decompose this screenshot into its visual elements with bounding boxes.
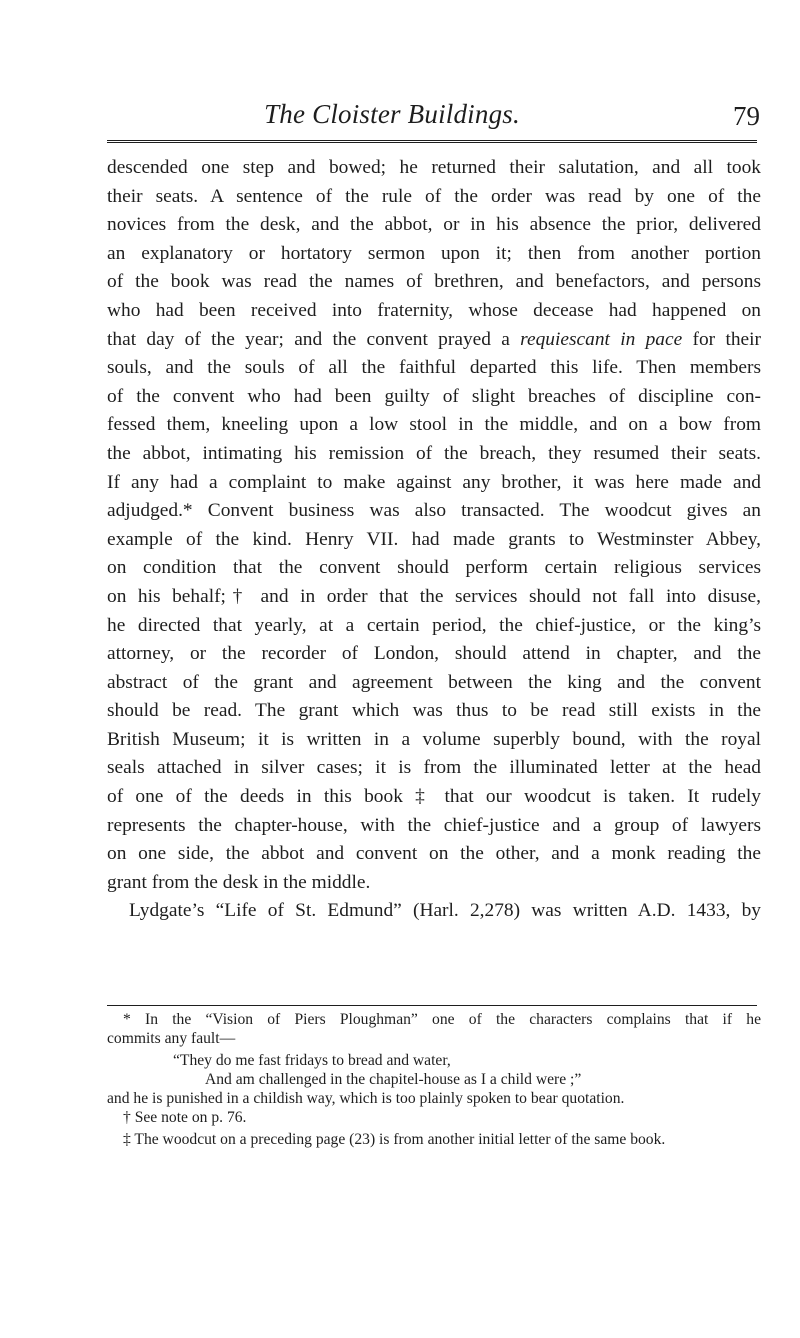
body-line: British Museum; it is written in a volume superbly bound, with the royal (107, 728, 761, 750)
body-line: abstract of the grant and agreement between the king and the convent (107, 671, 761, 693)
body-line: the abbot, intimating his remission of the breach, they resumed their seats. (107, 442, 761, 464)
footnote-line: † See note on p. 76. (123, 1109, 247, 1126)
body-line: adjudged.* Convent business was also transacted. The woodcut gives an (107, 500, 761, 522)
footnote-line: ‡ The woodcut on a preceding page (23) is from another initial letter of the same book. (123, 1131, 666, 1148)
body-line: If any had a complaint to make against any brother, it was here made and (107, 471, 761, 493)
body-line: grant from the desk in the middle. (107, 871, 371, 893)
body-line-end: for their (682, 328, 761, 350)
body-line: their seats. A sentence of the rule of the order was read by one of the (107, 185, 761, 207)
body-line: souls, and the souls of all the faithful departed this life. Then members (107, 357, 761, 379)
body-line: fessed them, kneeling upon a low stool in the middle, and on a bow from (107, 414, 761, 436)
body-line: novices from the desk, and the abbot, or in his absence the prior, delivered (107, 214, 761, 236)
page-number: 79 (733, 101, 760, 131)
body-line-start: that day of the year; and the convent prayed a (107, 328, 510, 350)
body-line: on condition that the convent should perform certain religious services (107, 557, 761, 579)
body-line: seals attached in silver cases; it is from the illuminated letter at the head (107, 757, 761, 779)
body-line: of one of the deeds in this book ‡ that our woodcut is taken. It rudely (107, 786, 761, 808)
body-line: on one side, the abbot and convent on the other, and a monk reading the (107, 843, 761, 865)
body-line: example of the kind. Henry VII. had made grants to Westminster Abbey, (107, 528, 761, 550)
footnote-line: * In the “Vision of Piers Ploughman” one of the characters complains that if he (123, 1011, 761, 1028)
body-line: Lydgate’s “Life of St. Edmund” (Harl. 2,278) was written A.D. 1433, by (129, 900, 761, 922)
body-line: he directed that yearly, at a certain period, the chief-justice, or the king’s (107, 614, 761, 636)
body-line: represents the chapter-house, with the chief-justice and a group of lawyers (107, 814, 761, 836)
footnote-quote-line: “They do me fast fridays to bread and water, (173, 1052, 451, 1069)
body-line: who had been received into fraternity, whose decease had happened on (107, 299, 761, 321)
body-line: should be read. The grant which was thus to be read still exists in the (107, 700, 761, 722)
page-header (0, 96, 800, 136)
body-line: an explanatory or hortatory sermon upon it; then from another portion (107, 242, 761, 264)
body-line-requiescant (107, 326, 761, 355)
body-line: of the book was read the names of brethren, and benefactors, and persons (107, 271, 761, 293)
body-line: descended one step and bowed; he returned their salutation, and all took (107, 157, 761, 178)
footnote-quote-line: And am challenged in the chapitel-house as I a child were ;” (205, 1071, 582, 1088)
requiescant-phrase: requiescant in pace (520, 328, 683, 350)
body-line: on his behalf;† and in order that the services should not fall into disuse, (107, 585, 761, 607)
footnote-rule (107, 1005, 757, 1006)
footnote-line: and he is punished in a childish way, which is too plainly spoken to bear quotation. (107, 1090, 625, 1107)
running-title: The Cloister Buildings. (264, 99, 520, 129)
footnotes (107, 1010, 761, 1149)
body-text (107, 154, 761, 926)
body-line: attorney, or the recorder of London, should attend in chapter, and the (107, 643, 761, 665)
footnote-line: commits any fault— (107, 1030, 236, 1047)
body-line: of the convent who had been guilty of slight breaches of discipline con- (107, 385, 761, 407)
header-rule (107, 140, 757, 143)
